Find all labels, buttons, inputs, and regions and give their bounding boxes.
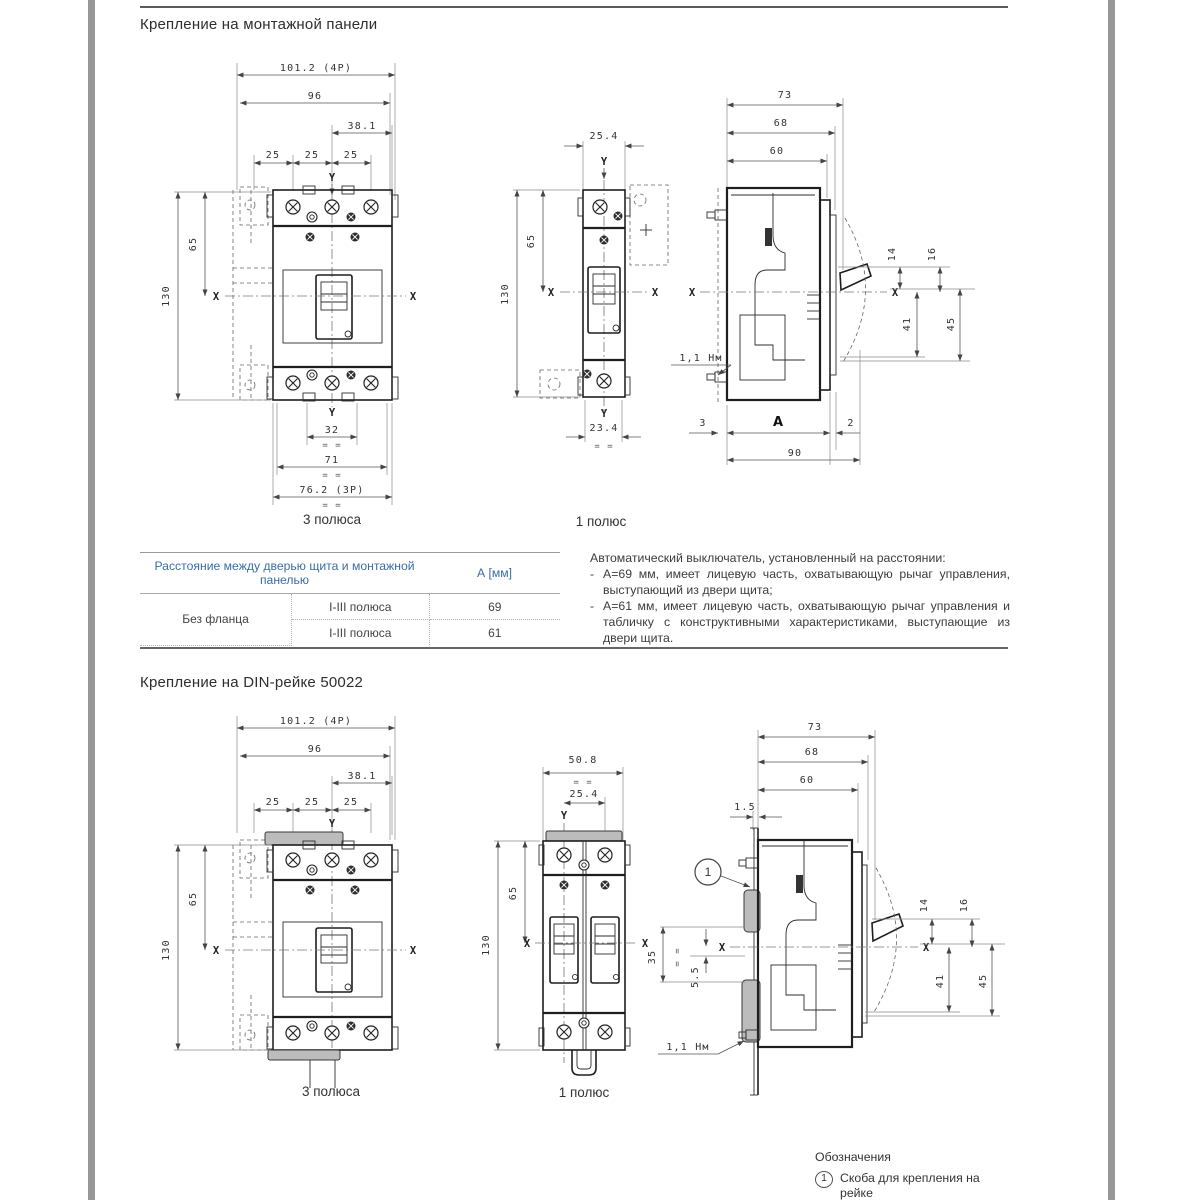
legend-block xyxy=(815,1150,983,1201)
dim-width-508: 50.8 xyxy=(568,755,598,766)
svg-text:= =: = = xyxy=(573,778,593,788)
svg-text:Y: Y xyxy=(600,408,608,420)
svg-text:X: X xyxy=(409,945,417,957)
svg-text:Y: Y xyxy=(328,818,336,830)
dim-height-65: 65 xyxy=(526,233,537,249)
dim-pitch-25: 25 xyxy=(265,150,281,161)
svg-text:25: 25 xyxy=(304,150,320,161)
drawing-din-side xyxy=(647,715,1080,1110)
dim-left-35: 35 xyxy=(647,949,658,965)
drawing-panel-front-3pole xyxy=(150,45,470,530)
dim-height-65: 65 xyxy=(188,236,199,252)
dim-height-65: 65 xyxy=(188,891,199,907)
dim-height-65: 65 xyxy=(508,885,519,901)
table-header-distance: Расстояние между дверью щита и монтажной панелью xyxy=(140,553,429,594)
dim-right-41: 41 xyxy=(902,316,913,332)
legend-item-number: 1 xyxy=(815,1171,833,1188)
svg-text:X: X xyxy=(688,287,696,299)
svg-text:= =: = = xyxy=(322,471,342,481)
dim-right-41: 41 xyxy=(935,973,946,989)
dim-height-130: 130 xyxy=(161,285,172,307)
dim-width-254: 25.4 xyxy=(569,789,599,800)
svg-text:X: X xyxy=(641,938,649,950)
svg-text:X: X xyxy=(212,945,220,957)
left-gray-bar xyxy=(88,0,95,1200)
dim-bottom-234: 23.4 xyxy=(589,423,619,434)
svg-text:X: X xyxy=(523,938,531,950)
dim-depth-73: 73 xyxy=(777,90,793,101)
dim-width-381: 38.1 xyxy=(347,771,377,782)
dim-width-4p: 101.2 (4P) xyxy=(279,716,353,727)
legend-item xyxy=(815,1171,983,1201)
cell-a-value: 69 xyxy=(429,594,560,620)
dim-width-96: 96 xyxy=(307,744,323,755)
legend-item-text: Скоба для крепления на рейке xyxy=(840,1171,980,1200)
label-3-poles: 3 полюса xyxy=(301,1084,361,1099)
legend-title: Обозначения xyxy=(815,1150,891,1164)
dim-depth-90: 90 xyxy=(787,448,803,459)
dim-gap-3: 3 xyxy=(699,418,707,429)
svg-text:25: 25 xyxy=(343,797,359,808)
distance-table xyxy=(140,552,560,646)
section-title-din: Крепление на DIN-рейке 50022 xyxy=(140,674,364,691)
dim-depth-60: 60 xyxy=(769,146,785,157)
mid-rule xyxy=(140,647,1008,649)
cell-group: Без фланца xyxy=(140,594,292,646)
note-block xyxy=(590,551,1010,646)
dim-width-381: 38.1 xyxy=(347,121,377,132)
dim-height-130: 130 xyxy=(500,283,511,305)
svg-text:Y: Y xyxy=(328,407,336,419)
dim-right-16: 16 xyxy=(959,897,970,913)
dim-right-14: 14 xyxy=(887,246,898,262)
svg-text:= =: = = xyxy=(594,442,614,452)
svg-text:X: X xyxy=(651,287,659,299)
dim-depth-68: 68 xyxy=(804,747,820,758)
dim-bottom-71: 71 xyxy=(324,455,340,466)
right-gray-bar xyxy=(1108,0,1115,1200)
dim-bottom-32: 32 xyxy=(324,425,340,436)
svg-text:X: X xyxy=(212,291,220,303)
svg-text:25: 25 xyxy=(304,797,320,808)
table-row xyxy=(140,594,560,620)
dim-depth-60: 60 xyxy=(799,775,815,786)
dim-distance-a: A xyxy=(772,415,784,430)
section-title-panel: Крепление на монтажной панели xyxy=(140,16,378,33)
svg-text:X: X xyxy=(922,942,930,954)
svg-text:X: X xyxy=(718,942,726,954)
svg-text:= =: = = xyxy=(322,501,342,511)
svg-text:25: 25 xyxy=(343,150,359,161)
dim-width-4p: 101.2 (4P) xyxy=(279,63,353,74)
svg-text:X: X xyxy=(891,287,899,299)
cell-poles: I-III полюса xyxy=(292,620,430,646)
dim-height-130: 130 xyxy=(481,934,492,956)
label-1-pole: 1 полюс xyxy=(558,1085,610,1100)
dim-right-45: 45 xyxy=(978,973,989,989)
dim-bottom-762: 76.2 (3P) xyxy=(299,485,365,496)
cell-a-value: 61 xyxy=(488,625,502,640)
label-1-pole: 1 полюс xyxy=(575,514,627,529)
svg-text:25: 25 xyxy=(265,797,281,808)
dim-depth-73: 73 xyxy=(807,722,823,733)
note-intro: Автоматический выключатель, установленный на расстоянии: xyxy=(590,551,946,565)
axis-y-label: Y xyxy=(328,172,336,184)
table-header-a-mm: А [мм] xyxy=(429,553,560,594)
svg-text:X: X xyxy=(547,287,555,299)
top-rule xyxy=(140,6,1008,8)
svg-text:= =: = = xyxy=(322,441,342,451)
dim-right-14: 14 xyxy=(919,897,930,913)
note-item: - А=69 мм, имеет лицевую часть, охватывающую рычаг управления, выступающий из двери щита; xyxy=(590,566,1010,597)
torque-label: 1,1 Нм xyxy=(666,1042,710,1053)
callout-1: 1 xyxy=(704,865,712,879)
dim-right-16: 16 xyxy=(927,246,938,262)
dim-width-96: 96 xyxy=(307,91,323,102)
dim-width-254: 25.4 xyxy=(589,131,619,142)
dim-left-55: 5.5 xyxy=(690,966,701,988)
dim-rail-15: 1.5 xyxy=(734,802,756,813)
drawing-din-front-3pole xyxy=(150,700,470,1100)
torque-label: 1,1 Нм xyxy=(679,353,723,364)
svg-text:X: X xyxy=(409,291,417,303)
cell-poles: I-III полюса xyxy=(292,594,430,620)
table-header-row xyxy=(140,553,560,594)
dim-height-130: 130 xyxy=(161,939,172,961)
drawing-panel-side xyxy=(655,60,1080,490)
svg-text:= =: = = xyxy=(673,947,683,967)
svg-text:Y: Y xyxy=(560,810,568,822)
dim-gap-2: 2 xyxy=(847,418,855,429)
dim-depth-68: 68 xyxy=(773,118,789,129)
dim-right-45: 45 xyxy=(946,316,957,332)
svg-text:Y: Y xyxy=(600,156,608,168)
note-item: - А=61 мм, имеет лицевую часть, охватывающую рычаг управления и табличку с конструктивными характеристиками, выступающие из двери щита. xyxy=(590,598,1010,645)
label-3-poles: 3 полюса xyxy=(302,512,362,527)
